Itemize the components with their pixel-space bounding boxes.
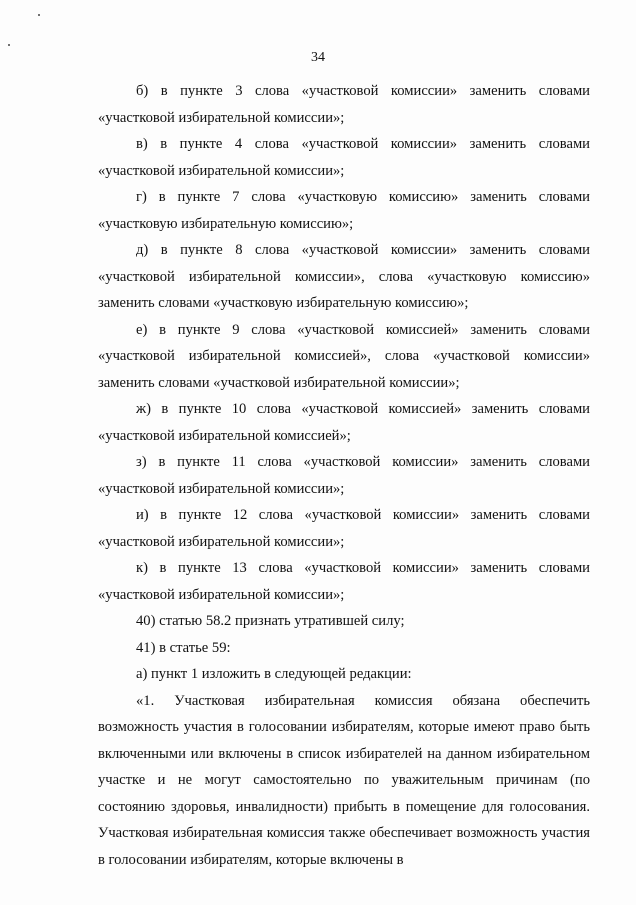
scan-speck [8,44,10,46]
paragraph-d: д) в пункте 8 слова «участковой комиссии» заменить словами «участковой избирательной комиссии», слова «участковую комиссию» заменить словами «участковую избирательную комиссию»; [98,242,590,311]
paragraph-40: 40) статью 58.2 признать утратившей силу; [136,613,405,629]
document-body [98,78,590,873]
paragraph-i: и) в пункте 12 слова «участковой комиссии» заменить словами «участковой избирательной комиссии»; [98,507,590,550]
paragraph-k: к) в пункте 13 слова «участковой комиссии» заменить словами «участковой избирательной комиссии»; [98,560,590,603]
paragraph-41: 41) в статье 59: [136,639,231,656]
paragraph-g: г) в пункте 7 слова «участковую комиссию» заменить словами «участковую избирательную комиссию»; [98,189,590,232]
paragraph-z: з) в пункте 11 слова «участковой комиссии» заменить словами «участковой избирательной комиссии»; [98,454,590,497]
scan-speck [38,14,40,16]
page-number: 34 [311,50,325,65]
paragraph-e: е) в пункте 9 слова «участковой комиссией» заменить словами «участковой избирательной комиссией», слова «участковой комиссии» заменить словами «участковой избирательной комиссии»; [98,321,590,391]
paragraph-zh: ж) в пункте 10 слова «участковой комиссией» заменить словами «участковой избирательной комиссией»; [98,401,590,444]
paragraph-b: б) в пункте 3 слова «участковой комиссии» заменить словами «участковой избирательной комиссии»; [98,83,590,126]
paragraph-v: в) в пункте 4 слова «участковой комиссии» заменить словами «участковой избирательной комиссии»; [98,136,590,179]
paragraph-quote-1: «1. Участковая избирательная комиссия обязана обеспечить возможность участия в голосовании избирателям, которые имеют право быть включенными или включены в список избирателей на данном избирательном участке и не могут самостоятельно по уважительным причинам (по состоянию здоровья, инвалидности) прибыть в помещение для голосования. Участковая избирательная комиссия также обеспечивает возможность участия в голосовании избирателям, которые включены в [98,692,590,868]
paragraph-a: а) пункт 1 изложить в следующей редакции: [136,666,412,682]
